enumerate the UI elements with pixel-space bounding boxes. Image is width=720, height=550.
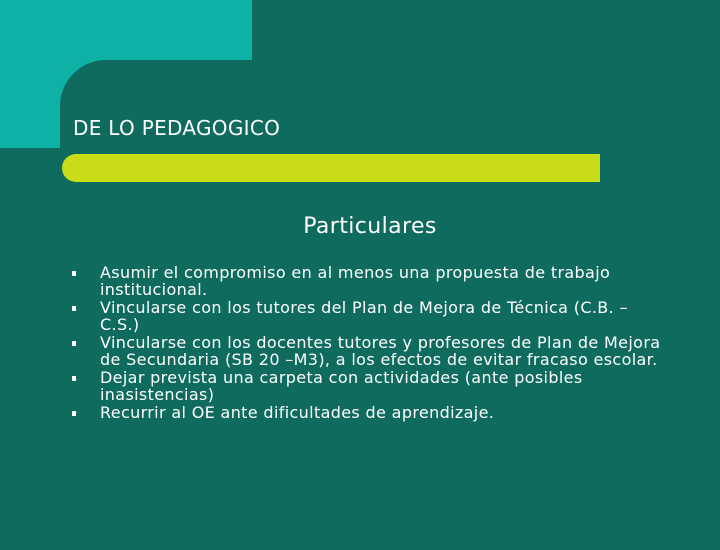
bullet-marker-icon (72, 271, 76, 276)
bullet-marker-icon (72, 341, 76, 346)
bullet-text: Dejar prevista una carpeta con actividades (ante posibles inasistencias) (100, 368, 583, 404)
slide-title: DE LO PEDAGOGICO (73, 116, 281, 140)
bullet-item (72, 334, 672, 368)
bullet-marker-icon (72, 411, 76, 416)
bullet-item (72, 404, 672, 421)
bullet-text: Recurrir al OE ante dificultades de aprendizaje. (100, 403, 495, 422)
bullet-text: Asumir el compromiso en al menos una propuesta de trabajo institucional. (100, 263, 611, 299)
bullet-marker-icon (72, 376, 76, 381)
slide-subtitle: Particulares (303, 214, 437, 239)
bullet-marker-icon (72, 306, 76, 311)
bullet-text: Vincularse con los tutores del Plan de Mejora de Técnica (C.B. – C.S.) (100, 298, 628, 334)
bullet-list (72, 264, 672, 422)
bullet-item (72, 369, 672, 403)
accent-bar (62, 154, 600, 182)
bullet-item (72, 264, 672, 298)
bullet-text: Vincularse con los docentes tutores y profesores de Plan de Mejora de Secundaria (SB 20 –M3), a los efectos de evitar fracaso escolar. (100, 333, 661, 369)
bullet-item (72, 299, 672, 333)
